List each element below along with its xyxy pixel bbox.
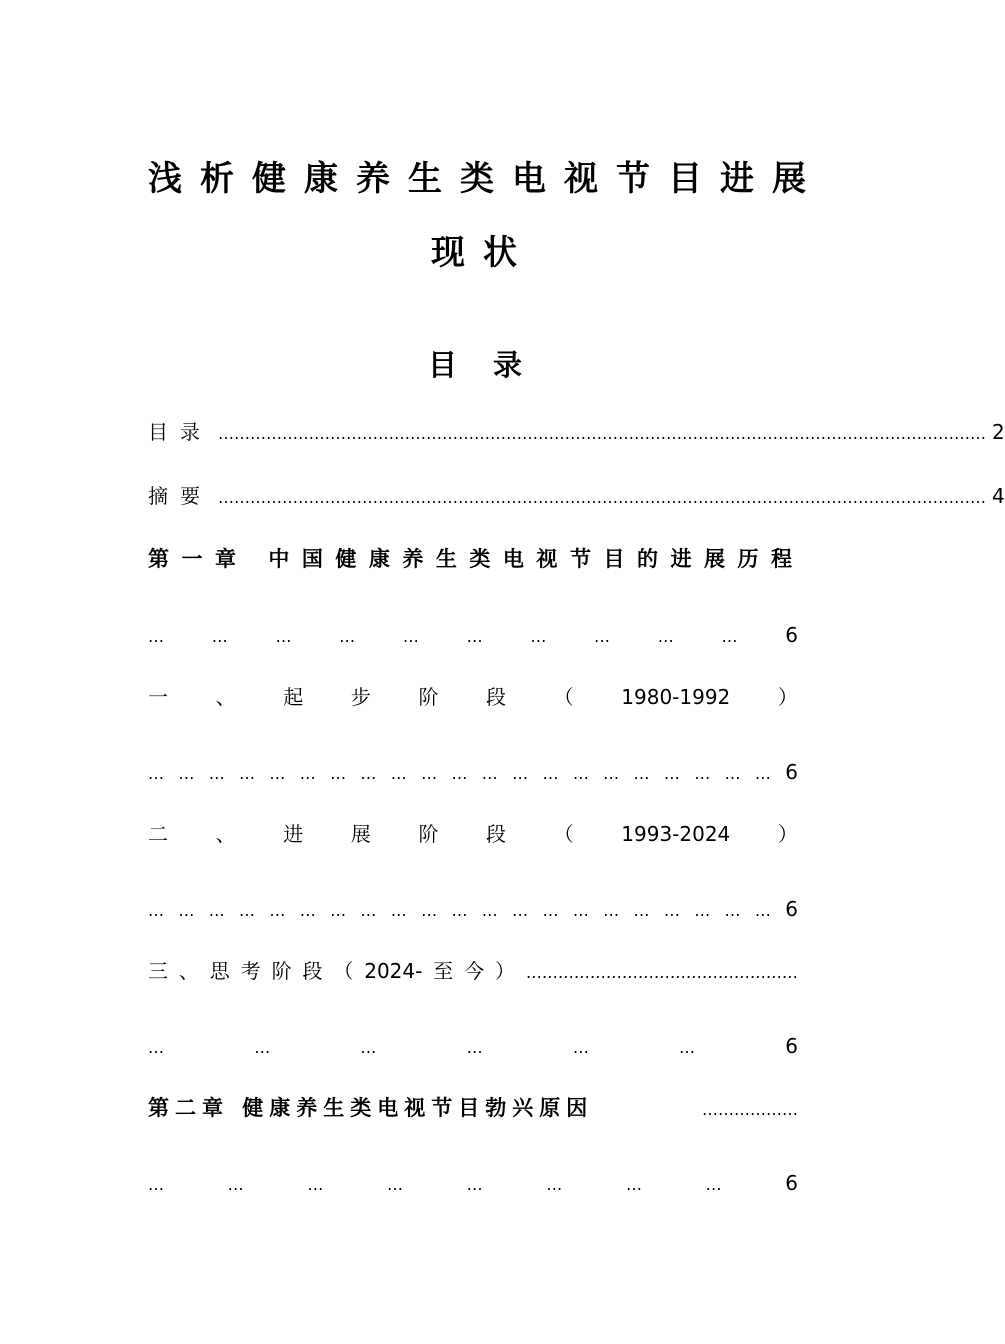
toc-entry-contents[interactable] [148, 418, 1005, 448]
toc-leader-dot: … [178, 764, 195, 783]
toc-leader-dot: … [299, 764, 316, 783]
toc-leader-dots: ……………………………………………………………………………………………………………………………… [218, 424, 986, 443]
toc-leader-dot: … [724, 901, 741, 920]
toc-page-number: 2 [992, 420, 1005, 444]
toc-entry-label-part: 一 [148, 685, 168, 709]
toc-leader-dot: … [148, 1175, 164, 1194]
toc-leader-dot: … [275, 627, 292, 646]
toc-leader-dot: … [724, 764, 741, 783]
toc-page-number: 6 [785, 760, 798, 784]
toc-leader-dot: … [239, 764, 256, 783]
toc-leader-dot: … [679, 1038, 696, 1057]
toc-leader-dot: … [546, 1175, 563, 1194]
toc-entry-label-part: 、 [215, 822, 236, 846]
toc-leader-dot: … [705, 1175, 722, 1194]
toc-leader-dot: … [421, 764, 438, 783]
toc-leader-dot: … [360, 764, 377, 783]
toc-entry-chapter-2[interactable] [148, 1094, 798, 1124]
toc-leader-dot: … [594, 627, 611, 646]
toc-leader-dot: … [694, 764, 711, 783]
toc-entry-label-part: 三 [148, 959, 168, 983]
toc-leader-dot: … [269, 764, 286, 783]
toc-leader-dot: … [402, 627, 419, 646]
toc-leader-dot: … [530, 627, 547, 646]
toc-leader-dot: … [754, 901, 771, 920]
toc-leader-dots: ……………………………………………………………………………………………………………………………… [218, 488, 986, 507]
toc-leader-dot: … [330, 764, 347, 783]
toc-leader-dot: … [603, 764, 620, 783]
toc-entry-label-part: 步 [350, 685, 371, 709]
toc-leader-dot: … [208, 901, 225, 920]
toc-leader-dot: … [148, 901, 164, 920]
toc-entry-label-part: 1993-2024 [621, 822, 731, 846]
toc-leader-dot: … [178, 901, 195, 920]
toc-entry-label-part: ） [777, 685, 798, 709]
toc-entry-label-part: 段 [486, 822, 507, 846]
document-title-line-1: 浅析健康养生类电视节目进展 [148, 159, 824, 199]
toc-leader-dot: … [148, 627, 164, 646]
toc-leader-dot: … [542, 901, 559, 920]
toc-section-2-leader-row [148, 895, 798, 925]
toc-leader-dot: … [239, 901, 256, 920]
toc-entry-chapter-1[interactable]: 第一章 中国健康养生类电视节目的进展历程 [148, 547, 798, 571]
toc-page-number: 6 [785, 1171, 798, 1195]
toc-entry-label-part: ） [495, 959, 516, 983]
toc-leader-dot: … [451, 901, 468, 920]
toc-leader-dot: … [466, 1175, 483, 1194]
toc-leader-dot: … [299, 901, 316, 920]
toc-leader-dot: … [211, 627, 228, 646]
toc-entry-section-2[interactable] [148, 820, 798, 848]
toc-entry-label: 摘要 [148, 484, 212, 508]
toc-chapter-2-leader-row [148, 1169, 798, 1199]
toc-leader-dot: … [360, 1038, 377, 1057]
toc-leader-dot: … [481, 764, 498, 783]
toc-entry-label-part: 阶 [418, 822, 439, 846]
toc-leader-dot: … [633, 764, 650, 783]
toc-entry-label-part: 起 [283, 685, 304, 709]
toc-leader-dot: … [360, 901, 377, 920]
toc-leader-dot: … [254, 1038, 271, 1057]
toc-leader-dot: … [721, 627, 738, 646]
toc-entry-label-part: 考 [240, 959, 261, 983]
toc-entry-section-3[interactable] [148, 957, 798, 987]
toc-entry-label-part: 、 [178, 959, 199, 983]
toc-leader-dot: … [572, 901, 589, 920]
toc-leader-dot: … [390, 764, 407, 783]
toc-leader-dot: … [307, 1175, 324, 1194]
toc-leader-dot: … [694, 901, 711, 920]
toc-leader-dot: … [227, 1175, 244, 1194]
toc-page-number: 6 [785, 623, 798, 647]
toc-entry-label-part: ） [777, 822, 798, 846]
toc-page-number: 6 [785, 897, 798, 921]
toc-leader-dot: … [663, 901, 680, 920]
toc-entry-label-part: 段 [486, 685, 507, 709]
toc-leader-dot: … [208, 764, 225, 783]
toc-leader-dot: … [603, 901, 620, 920]
toc-entry-label-part: 至 [433, 959, 454, 983]
toc-entry-section-1[interactable] [148, 683, 798, 711]
toc-leader-dots: ……………… [702, 1100, 798, 1119]
toc-leader-dot: … [657, 627, 674, 646]
toc-entry-label-part: （ [553, 822, 574, 846]
toc-leader-dot: … [754, 764, 771, 783]
toc-leader-dot: … [481, 901, 498, 920]
document-title-line-2: 现状 [431, 233, 535, 273]
toc-leader-dot: … [542, 764, 559, 783]
toc-leader-dot: … [466, 1038, 483, 1057]
toc-entry-label-part: 进 [283, 822, 304, 846]
toc-entry-label-part: 2024- [364, 959, 423, 983]
toc-entry-label-part: 阶 [271, 959, 292, 983]
toc-entry-label-part: 二 [148, 822, 168, 846]
toc-leader-dot: … [633, 901, 650, 920]
toc-entry-label-part: 思 [209, 959, 230, 983]
toc-chapter-1-leader-row [148, 621, 798, 651]
toc-leader-dot: … [421, 901, 438, 920]
toc-leader-dot: … [466, 627, 483, 646]
toc-leader-dot: … [339, 627, 356, 646]
toc-leader-dots: …………………………………………… [525, 963, 798, 982]
toc-entry-abstract[interactable] [148, 482, 1005, 512]
toc-leader-dot: … [386, 1175, 403, 1194]
toc-leader-dot: … [663, 764, 680, 783]
toc-entry-label-part: 今 [464, 959, 485, 983]
toc-leader-dot: … [512, 901, 529, 920]
toc-heading: 目录 [427, 348, 558, 382]
toc-leader-dot: … [625, 1175, 642, 1194]
toc-entry-label: 第二章 健康养生类电视节目勃兴原因 [148, 1096, 594, 1120]
toc-page-number: 6 [785, 1034, 798, 1058]
toc-leader-dot: … [148, 1038, 164, 1057]
toc-entry-label-part: 展 [350, 822, 371, 846]
toc-leader-dot: … [390, 901, 407, 920]
toc-section-3-leader-row [148, 1032, 798, 1062]
toc-leader-dot: … [572, 764, 589, 783]
toc-leader-dot: … [148, 764, 164, 783]
toc-leader-dot: … [269, 901, 286, 920]
toc-leader-dot: … [451, 764, 468, 783]
toc-leader-dot: … [572, 1038, 589, 1057]
toc-page-number: 4 [992, 484, 1005, 508]
toc-entry-label-part: （ [333, 959, 354, 983]
toc-entry-label-part: 、 [215, 685, 236, 709]
toc-entry-label-part: 阶 [418, 685, 439, 709]
toc-entry-label-part: （ [553, 685, 574, 709]
toc-leader-dot: … [330, 901, 347, 920]
toc-leader-dot: … [512, 764, 529, 783]
toc-entry-label-part: 1980-1992 [621, 685, 731, 709]
toc-entry-label-part: 段 [302, 959, 323, 983]
toc-section-1-leader-row [148, 758, 798, 788]
toc-entry-label: 目录 [148, 420, 212, 444]
